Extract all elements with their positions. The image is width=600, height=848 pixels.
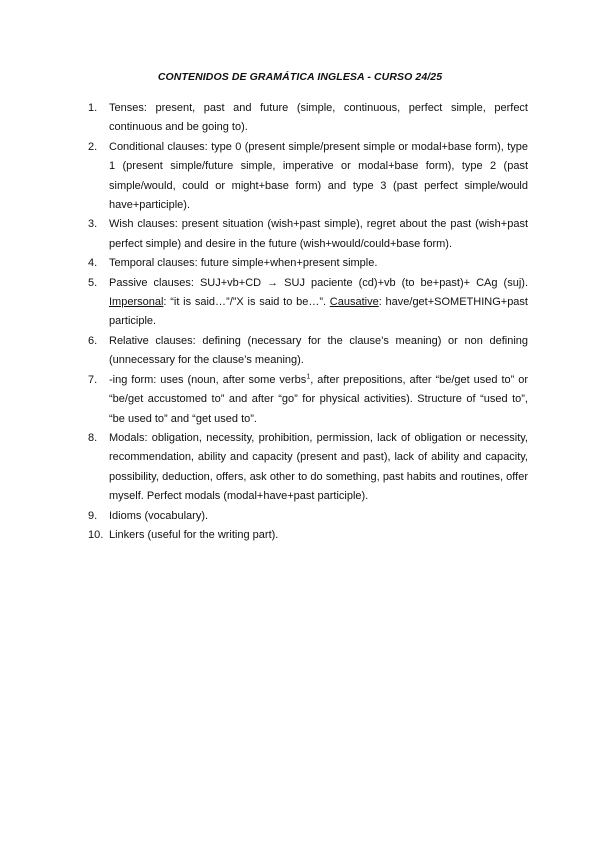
impersonal-term: Impersonal: [109, 296, 164, 309]
list-item-2: [88, 138, 528, 216]
list-item-4: [88, 254, 528, 273]
list-item-5: [88, 274, 528, 332]
item-number: 2.: [88, 140, 98, 153]
document-title: CONTENIDOS DE GRAMÁTICA INGLESA - CURSO 24/25: [157, 71, 443, 83]
item-text-part: , after prepositions, after “be/get used to” or “be/get accustomed to” and after “go” for physical activities). Structure of “used to”, “be used to” and “get used to”.: [109, 373, 529, 425]
item-text: Wish clauses: present situation (wish+past simple), regret about the past (wish+past perfect simple) and desire in the future (wish+would/could+base form).: [109, 218, 528, 250]
item-text-part: Passive clauses: SUJ+vb+CD → SUJ paciente (cd)+vb (to be+past)+ CAg (suj).: [109, 276, 528, 289]
footnote-marker: 1: [306, 373, 311, 381]
list-item-8: [88, 429, 528, 507]
item-number: 1.: [88, 102, 98, 114]
item-number: 3.: [88, 218, 98, 231]
item-number: 10.: [88, 528, 104, 541]
item-number: 4.: [88, 257, 98, 270]
item-text: [109, 371, 528, 429]
item-text: [109, 274, 528, 332]
item-text: Conditional clauses: type 0 (present simple/present simple or modal+base form), type 1 (present simple/future simple, imperative or modal+base form), type 2 (past simple/would, could or might+base form) and type 3 (past perfect simple/would have+participle).: [109, 140, 528, 212]
list-item-3: [88, 215, 528, 254]
list-item-9: [88, 507, 528, 526]
item-number: 5.: [88, 276, 98, 289]
item-text: Tenses: present, past and future (simple, continuous, perfect simple, perfect continuous and be going to).: [109, 102, 528, 134]
list-item-10: [88, 526, 528, 545]
item-text: Relative clauses: defining (necessary for the clause’s meaning) or non defining (unnecessary for the clause’s meaning).: [109, 334, 528, 367]
item-number: 8.: [88, 431, 98, 444]
item-number: 7.: [88, 373, 98, 386]
list-item-1: [88, 99, 528, 138]
item-text: Temporal clauses: future simple+when+present simple.: [109, 257, 378, 270]
item-text: Modals: obligation, necessity, prohibition, permission, lack of obligation or necessity, recommendation, ability and capacity (present and past), lack of ability and capacity, possibility, deduction, offers, ask other to do something, past habits and routines, offer myself. Perfect modals (modal+have+past participle).: [109, 431, 528, 503]
item-text: Idioms (vocabulary).: [109, 509, 209, 522]
item-text-part: : “it is said…”/”X is said to be…”.: [163, 296, 330, 309]
content-list: [88, 99, 528, 545]
causative-term: Causative: [329, 296, 379, 309]
list-item-7: [88, 371, 528, 429]
item-number: 9.: [88, 509, 98, 522]
item-text-part: -ing form: uses (noun, after some verbs: [109, 373, 307, 386]
item-number: 6.: [88, 334, 98, 347]
list-item-6: [88, 332, 528, 371]
item-text-part: : have/get+SOMETHING+past participle.: [109, 296, 528, 328]
item-text: Linkers (useful for the writing part).: [109, 528, 279, 541]
